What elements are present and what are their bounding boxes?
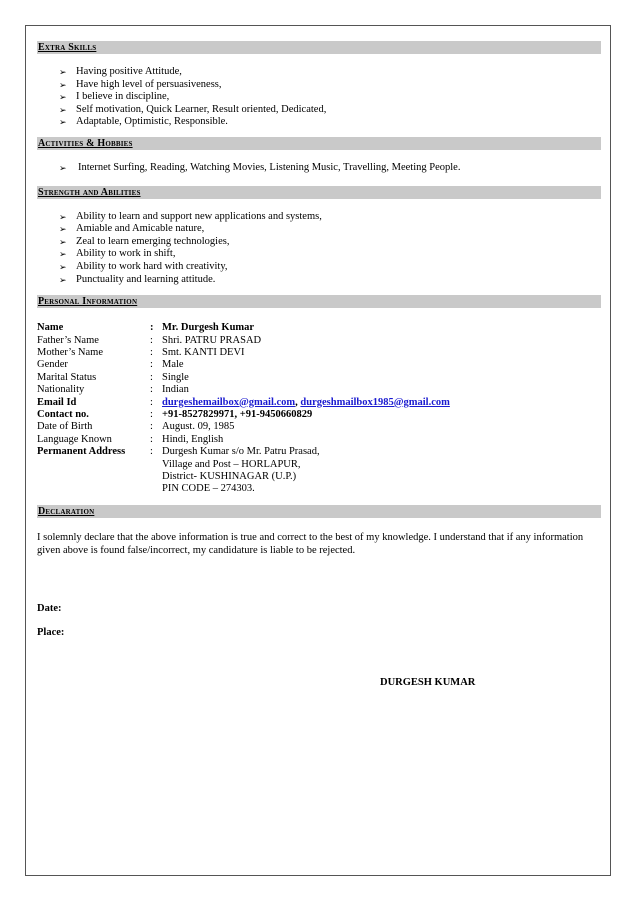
contact-value: +91-8527829971, +91-9450660829 — [162, 408, 313, 420]
arrow-bullet-icon: ➢ — [59, 224, 67, 235]
table-row — [37, 434, 450, 446]
date-label: Date: — [37, 602, 62, 614]
arrow-bullet-icon: ➢ — [59, 92, 67, 103]
arrow-bullet-icon: ➢ — [59, 236, 67, 247]
nationality-label: Nationality — [37, 384, 85, 396]
resume-page — [25, 25, 611, 876]
extra-skills-title: Extra Skills — [38, 42, 97, 53]
activities-title: Activities & Hobbies — [38, 137, 133, 149]
list-item: ➢ Ability to work in shift, — [59, 248, 176, 260]
name-label: Name — [37, 322, 64, 334]
table-row — [37, 347, 450, 359]
signature-name: DURGESH KUMAR — [380, 676, 476, 688]
list-item: ➢ I believe in discipline, — [59, 91, 170, 103]
father-name-value: Shri. PATRU PRASAD — [162, 334, 262, 346]
colon: : — [150, 433, 153, 445]
strengths-title: Strength and Abilities — [38, 186, 141, 198]
table-row — [37, 372, 450, 384]
email-link-primary[interactable]: durgeshemailbox@gmail.com — [162, 396, 296, 408]
list-item: ➢ Zeal to learn emerging technologies, — [59, 235, 230, 247]
address-label: Permanent Address — [37, 446, 126, 458]
table-row — [37, 359, 450, 371]
colon: : — [150, 322, 154, 334]
place-label: Place: — [37, 626, 65, 638]
email-separator: , — [295, 396, 301, 408]
contact-label: Contact no. — [37, 408, 89, 420]
email-label: Email Id — [37, 396, 77, 408]
personal-info-title: Personal Information — [38, 296, 138, 308]
arrow-bullet-icon: ➢ — [59, 117, 67, 128]
list-item: ➢ Ability to learn and support new applications and systems, — [59, 210, 322, 222]
arrow-bullet-icon: ➢ — [59, 211, 67, 222]
table-row — [37, 384, 450, 396]
arrow-bullet-icon: ➢ — [59, 67, 67, 77]
personal-info-table — [37, 322, 450, 496]
colon: : — [150, 408, 153, 420]
gender-value: Male — [162, 359, 184, 371]
activities-header — [37, 137, 601, 150]
list-item: ➢ Having positive Attitude, — [59, 66, 182, 77]
marital-status-value: Single — [162, 371, 189, 383]
table-row — [37, 409, 450, 421]
arrow-bullet-icon: ➢ — [59, 162, 67, 173]
address-line: Village and Post – HORLAPUR, — [162, 458, 301, 470]
personal-info-header — [37, 295, 601, 308]
address-line: Durgesh Kumar s/o Mr. Patru Prasad, — [162, 446, 320, 458]
email-value — [162, 397, 450, 409]
email-link-secondary[interactable]: durgeshmailbox1985@gmail.com — [300, 396, 450, 408]
table-row — [37, 446, 450, 496]
list-item: ➢ Adaptable, Optimistic, Responsible. — [59, 116, 228, 128]
arrow-bullet-icon: ➢ — [59, 274, 67, 285]
colon: : — [150, 446, 153, 458]
address-line: PIN CODE – 274303. — [162, 483, 255, 495]
table-row — [37, 335, 450, 347]
arrow-bullet-icon: ➢ — [59, 104, 67, 115]
strengths-list — [37, 211, 601, 287]
address-value — [162, 446, 450, 496]
table-row — [37, 421, 450, 433]
declaration-title: Declaration — [38, 505, 95, 517]
table-row — [37, 397, 450, 409]
colon: : — [150, 384, 153, 396]
father-name-label: Father’s Name — [37, 334, 99, 346]
extra-skills-header — [37, 41, 601, 54]
activities-list — [37, 162, 601, 175]
extra-skills-list — [37, 66, 601, 129]
name-value: Mr. Durgesh Kumar — [162, 322, 255, 334]
mother-name-label: Mother’s Name — [37, 346, 103, 358]
strengths-header — [37, 186, 601, 199]
declaration-text: I solemnly declare that the above information is true and correct to the best of my knowledge. I understand that if any information given above is found false/incorrect, my candidature is liable to be rejected. — [37, 531, 584, 556]
gender-label: Gender — [37, 359, 68, 371]
dob-label: Date of Birth — [37, 421, 93, 433]
arrow-bullet-icon: ➢ — [59, 79, 67, 90]
resume-content — [37, 41, 601, 688]
list-item: ➢ Self motivation, Quick Learner, Result oriented, Dedicated, — [59, 103, 327, 115]
colon: : — [150, 359, 153, 371]
colon: : — [150, 346, 153, 358]
declaration-header — [37, 505, 601, 518]
list-item: ➢ Amiable and Amicable nature, — [59, 223, 205, 235]
arrow-bullet-icon: ➢ — [59, 261, 67, 272]
list-item: ➢ Have high level of persuasiveness, — [59, 78, 222, 90]
language-label: Language Known — [37, 433, 112, 445]
list-item: ➢ Ability to work hard with creativity, — [59, 260, 228, 272]
colon: : — [150, 334, 153, 346]
table-row — [37, 322, 450, 334]
list-item: ➢ Internet Surfing, Reading, Watching Movies, Listening Music, Travelling, Meeting People. — [59, 161, 461, 173]
arrow-bullet-icon: ➢ — [59, 249, 67, 260]
address-line: District- KUSHINAGAR (U.P.) — [162, 471, 297, 482]
mother-name-value: Smt. KANTI DEVI — [162, 346, 245, 358]
colon: : — [150, 396, 153, 408]
marital-status-label: Marital Status — [37, 371, 97, 383]
language-value: Hindi, English — [162, 433, 224, 445]
colon: : — [150, 371, 153, 383]
nationality-value: Indian — [162, 384, 189, 396]
dob-value: August. 09, 1985 — [162, 421, 235, 433]
list-item: ➢ Punctuality and learning attitude. — [59, 273, 216, 285]
colon: : — [150, 421, 153, 433]
